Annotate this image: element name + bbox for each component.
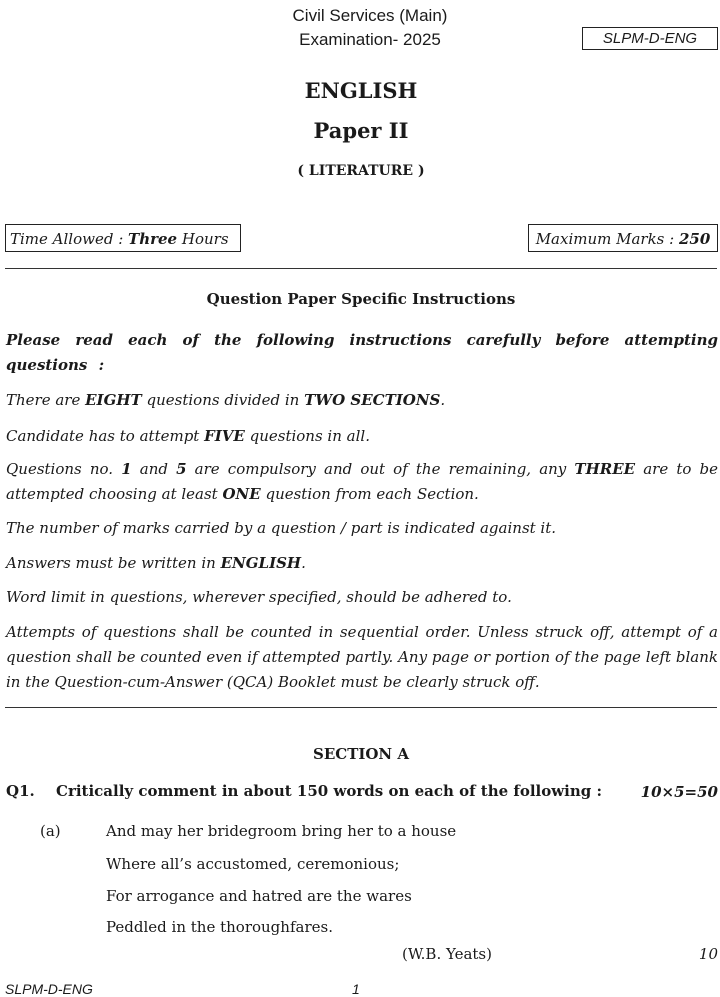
question-marks: 10×5=50 [640, 783, 718, 801]
maximum-marks-box [528, 224, 718, 252]
poem-attribution: (W.B. Yeats) [402, 945, 492, 963]
instruction-item: Word limit in questions, wherever specified, should be adhered to. [6, 588, 512, 606]
marks-value: 250 [678, 230, 711, 248]
paper-number: Paper II [313, 118, 409, 143]
instruction-item: Candidate has to attempt FIVE questions in all. [6, 427, 370, 445]
time-unit: Hours [177, 230, 229, 248]
instructions-intro: Please read each of the following instructions carefully before attempting questions : [6, 331, 718, 374]
divider-bottom [5, 707, 717, 708]
question-text: Critically comment in about 150 words on each of the following : [56, 782, 602, 800]
instruction-item: The number of marks carried by a question / part is indicated against it. [6, 519, 557, 537]
time-label: Time Allowed : [10, 230, 129, 248]
poem-line: For arrogance and hatred are the wares [106, 887, 412, 905]
exam-title-line2: Examination- 2025 [299, 30, 441, 49]
poem-line: Peddled in the thoroughfares. [106, 918, 333, 936]
section-a-title: SECTION A [312, 745, 410, 763]
footer-paper-code: SLPM-D-ENG [5, 981, 93, 997]
paper-code-box [582, 27, 718, 50]
paper-code: SLPM-D-ENG [602, 30, 698, 47]
page-number: 1 [352, 981, 360, 997]
time-value: Three [128, 230, 178, 248]
marks-label: Maximum Marks : [535, 230, 679, 248]
instruction-item: There are EIGHT questions divided in TWO SECTIONS. [6, 391, 446, 409]
paper-type: ( LITERATURE ) [297, 163, 425, 179]
instruction-item: Attempts of questions shall be counted in sequential order. Unless struck off, attempt of a question shall be counted even if attempted partly. Any page or portion of the page left blank in the Question-cum-Answer (QCA) Booklet must be clearly struck off. [6, 623, 718, 691]
question-number: Q1. [6, 782, 35, 800]
instruction-item: Questions no. 1 and 5 are compulsory and out of the remaining, any THREE are to be attempted choosing at least ONE question from each Section. [6, 460, 718, 503]
subject-title: ENGLISH [304, 78, 418, 103]
part-label: (a) [40, 822, 61, 840]
instruction-item: Answers must be written in ENGLISH. [6, 554, 306, 572]
part-marks: 10 [698, 945, 718, 963]
exam-title-line1: Civil Services (Main) [292, 6, 448, 25]
time-allowed-box [5, 224, 241, 252]
poem-line: Where all’s accustomed, ceremonious; [106, 855, 400, 873]
divider-top [5, 268, 717, 269]
poem-line: And may her bridegroom bring her to a house [106, 822, 457, 840]
instructions-heading: Question Paper Specific Instructions [206, 290, 516, 308]
